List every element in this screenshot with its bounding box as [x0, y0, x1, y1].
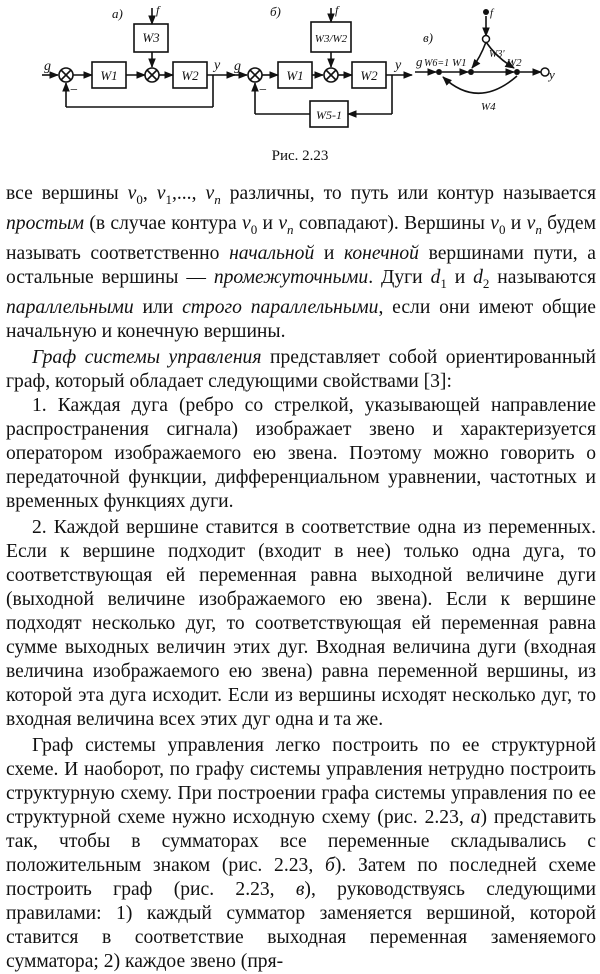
- text-run: все вершины: [6, 183, 128, 204]
- text-run: ), руководствуясь следующими правилами: 1) каждый сумматор заменяется вершиной, которой ставится в соответствие выходная переменная заменяемого сумматора; 2) каждое звено (пря-: [6, 878, 597, 972]
- text-run: v: [156, 183, 166, 204]
- paragraph-4: [6, 516, 596, 732]
- text-run: 2: [482, 275, 490, 291]
- figure-caption: Рис. 2.23: [271, 148, 329, 164]
- panel-label-c: в): [423, 30, 433, 45]
- b-minus-sign: −: [259, 83, 267, 98]
- text-run: параллельными: [6, 296, 134, 318]
- text-run: n: [214, 191, 221, 207]
- c-edge-w4: W4: [481, 101, 496, 113]
- c-edge-w6: W6=1: [424, 58, 450, 69]
- text-run: будем называть соответственно: [6, 212, 596, 264]
- a-input-label: g: [44, 59, 51, 74]
- text-run: 0: [250, 221, 258, 237]
- paragraph-1: [6, 182, 596, 344]
- graph-node-v1: [436, 69, 442, 75]
- b-block-w2: W2: [360, 68, 378, 83]
- b-block-w5: W5-1: [316, 108, 342, 122]
- graph-node-v3: [514, 69, 520, 75]
- text-run: Граф системы управления легко построить по ее структурной схеме. И наоборот, по графу системы управления нетрудно построить структурную схему. При построении графа системы управления по ее структурной схеме нужно исходную схему (рис. 2.23,: [6, 734, 596, 828]
- text-run: простым: [6, 212, 85, 234]
- text-run: v: [490, 212, 499, 234]
- text-run: вершинами пути, а остальные вершины —: [6, 242, 596, 288]
- c-edge-w3: W3': [489, 49, 505, 60]
- text-run: ,...,: [171, 183, 206, 204]
- a-disturbance-label: f: [156, 3, 160, 17]
- text-run: v: [205, 183, 215, 204]
- text-run: d: [430, 266, 441, 288]
- text-run: различны, то путь или контур называется: [220, 183, 597, 204]
- text-run: и: [257, 212, 279, 234]
- c-edge-w2: W2: [507, 57, 522, 69]
- text-run: d: [473, 266, 483, 288]
- c-disturbance-label: f: [490, 7, 494, 19]
- b-input-label: g: [234, 59, 241, 74]
- b-disturbance-label: f: [335, 3, 339, 17]
- b-block-w3-w2: W3/W2: [314, 33, 348, 45]
- a-output-label: y: [214, 58, 221, 73]
- text-run: и: [314, 242, 344, 264]
- graph-node-v4: [483, 36, 490, 43]
- text-run: 0: [136, 191, 143, 207]
- text-run: совпадают). Вершины: [293, 212, 491, 234]
- text-run: 0: [498, 221, 506, 237]
- text-run: и: [505, 212, 527, 234]
- text-run: называются: [489, 266, 596, 288]
- text-run: представляет собой ориентированный граф, который обладает следующими свойствами [3]:: [6, 346, 596, 392]
- text-run: промежуточными: [213, 266, 369, 288]
- paragraph-3: [6, 394, 596, 514]
- text-run: 1. Каждая дуга (ребро со стрелкой, указывающей направление распространения сигнала) изображает звено и характеризуется оператором изображаемого ею звена. Поэтому можно говорить о передаточной функции, дифференциальном уравнении, частотных и временных функциях дуги.: [6, 394, 596, 512]
- text-run: (в случае контура: [84, 212, 242, 234]
- a-minus-sign: −: [70, 83, 78, 98]
- text-run: v: [127, 183, 137, 204]
- b-block-w1: W1: [286, 68, 304, 83]
- text-run: ). Затем по последней схеме построить граф (рис. 2.23,: [6, 854, 596, 900]
- text-run: или: [133, 296, 183, 318]
- figure-2-23: [0, 0, 600, 140]
- text-run: строго параллельными: [182, 296, 379, 318]
- c-edge-w1: W1: [452, 57, 467, 69]
- text-run: ,: [142, 183, 157, 204]
- text-run: конечной: [343, 242, 419, 264]
- text-run: v: [242, 212, 251, 234]
- panel-label-b: б): [270, 4, 281, 19]
- text-run: . Дуги: [368, 266, 431, 288]
- paragraph-2: [6, 346, 596, 394]
- text-run: , если они имеют общие начальную и конечную вершины.: [6, 296, 596, 342]
- c-output-label: y: [549, 67, 555, 82]
- panel-c-graph: [415, 16, 541, 93]
- graph-node-f: [483, 9, 489, 15]
- text-run: начальной: [229, 242, 315, 264]
- text-run: 1: [440, 275, 447, 291]
- graph-node-y: [541, 68, 549, 76]
- paragraph-5: [6, 734, 596, 974]
- a-block-w1: W1: [100, 68, 118, 83]
- c-input-label: g: [416, 54, 423, 69]
- text-run: а: [470, 806, 481, 828]
- text-run: б: [324, 854, 335, 876]
- text-run: v: [278, 212, 288, 234]
- text-run: 1: [165, 191, 172, 207]
- panel-label-a: а): [112, 6, 123, 21]
- text-run: Граф системы управления: [32, 346, 262, 368]
- graph-node-v2: [468, 69, 474, 75]
- text-run: 2. Каждой вершине ставится в соответствие одна из переменных. Если к вершине подходит (входит в нее) только одна дуга, то соответствующая ей переменная равна выходной величине дуги (выходной величине изображаемого ею звена). Если к вершине подходят несколько дуг, то соответствующая ей переменная равна сумме выходных величин этих дуг. Входная величина дуги (входная величина изображаемого ею звена) равна переменной вершины, из которой эта дуга исходит. Если из вершины исходят несколько дуг, то входная величина всех этих дуг одна и та же.: [6, 516, 596, 730]
- text-run: и: [446, 266, 474, 288]
- body-text: [6, 182, 596, 974]
- b-output-label: y: [395, 58, 402, 73]
- a-block-w3: W3: [142, 30, 160, 45]
- a-block-w2: W2: [181, 68, 199, 83]
- text-run: v: [526, 212, 536, 234]
- text-run: ) представить так, чтобы в сумматорах все переменные складывались с положительным знаком (рис. 2.23,: [6, 806, 596, 876]
- text-run: n: [535, 221, 542, 237]
- text-run: n: [287, 221, 294, 237]
- text-run: в: [295, 878, 305, 900]
